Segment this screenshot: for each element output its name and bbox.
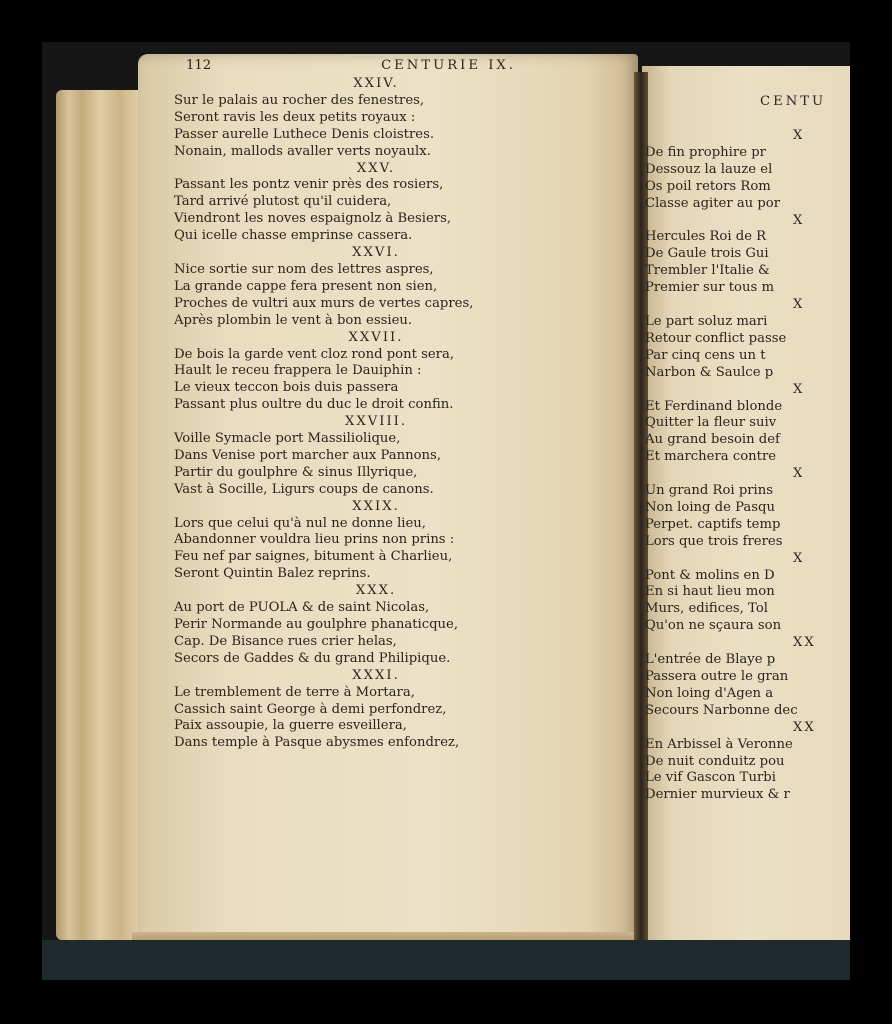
verse-line: Perir Normande au goulphre phanaticque, [174, 617, 459, 632]
verse-line: Secors de Gaddes & du grand Philipique. [174, 650, 451, 666]
verse-line: L'entrée de Blaye p [645, 652, 776, 668]
verse-line: Et marchera contre [645, 449, 777, 465]
verse-line: Dans temple à Pasque abysmes enfondrez, [174, 735, 460, 751]
verse-line: Lors que trois freres [645, 533, 783, 549]
verse-line: Seront Quintin Balez reprins. [174, 566, 371, 582]
quatrain-number: X [793, 297, 805, 313]
verse-line: Cap. De Bisance rues crier helas, [174, 633, 397, 649]
verse-line: En Arbissel à Veronne [645, 736, 793, 752]
verse-line: Proches de vultri aux murs de vertes capres, [174, 295, 474, 311]
quatrain-number: X [793, 466, 805, 482]
verse-line: Secours Narbonne dec [645, 702, 798, 718]
verse-line: Cassich saint George à demi perfondrez, [174, 701, 447, 717]
verse-line: Par cinq cens un t [645, 347, 766, 363]
verse-line: Nonain, mallods avaller verts noyaulx. [174, 143, 431, 159]
verse-line: Murs, edifices, Tol [645, 601, 768, 617]
page-running-header: CENTURIE IX. [381, 58, 516, 73]
verse-line: Vast à Socille, Ligurs coups de canons. [174, 481, 434, 497]
verse-line: Narbon & Saulce p [645, 364, 774, 380]
verse-line: Au port de PUOLA & de saint Nicolas, [174, 600, 430, 616]
left-page-header-row [186, 58, 516, 75]
quatrain-number: X [793, 550, 805, 566]
verse-line: Sur le palais au rocher des fenestres, [174, 92, 425, 108]
quatrain-number: X [793, 381, 805, 397]
left-page-text [174, 76, 578, 752]
verse-line: Classe agiter au por [645, 195, 781, 211]
verse-line: Passant plus oultre du duc le droit confin. [174, 397, 454, 413]
verse-line: Passer aurelle Luthece Denis cloistres. [174, 126, 435, 142]
verse-line: Feu nef par saignes, bitument à Charlieu, [174, 549, 453, 565]
quatrain-number: X [793, 128, 805, 143]
verse-line: De bois la garde vent cloz rond pont sera, [174, 346, 455, 362]
quatrain-number: XXVI. [352, 245, 400, 261]
verse-line: Voille Symacle port Massiliolique, [174, 431, 401, 447]
verse-line: Et Ferdinand blonde [645, 398, 783, 414]
verse-line: Le tremblement de terre à Mortara, [174, 684, 415, 700]
verse-line: Le part soluz mari [645, 313, 768, 329]
verse-line: Dernier murvieux & r [645, 787, 790, 803]
verse-line: Hault le receu frappera le Dauiphin : [174, 363, 422, 379]
right-page-running-header: CENTU [760, 94, 827, 109]
verse-line: Hercules Roi de R [645, 229, 767, 245]
verse-line: Viendront les noves espaignolz à Besiers, [174, 211, 452, 227]
right-page-text [645, 128, 816, 804]
verse-line: Pont & molins en D [645, 567, 775, 583]
verse-line: Passera outre le gran [645, 669, 789, 684]
verse-line: Un grand Roi prins [645, 483, 774, 499]
verse-line: Dessouz la lauze el [645, 161, 773, 177]
verse-line: De nuit conduitz pou [645, 753, 785, 769]
verse-line: Non loing d'Agen a [645, 685, 774, 701]
verse-line: Après plombin le vent à bon essieu. [174, 312, 413, 328]
quatrain-number: XXVIII. [344, 414, 408, 430]
verse-line: Lors que celui qu'à nul ne donne lieu, [174, 515, 426, 531]
verse-line: Au grand besoin def [645, 432, 780, 448]
quatrain-number: XXIV. [353, 76, 399, 91]
verse-line: De fin prophire pr [645, 144, 766, 160]
quatrain-number: X [793, 212, 805, 228]
verse-line: Le vif Gascon Turbi [645, 770, 776, 786]
verse-line: Quitter la fleur suiv [645, 415, 777, 431]
verse-line: En si haut lieu mon [645, 584, 775, 600]
quatrain-number: XXXI. [352, 667, 400, 683]
verse-line: Partir du goulphre & sinus Illyrique, [174, 464, 418, 480]
verse-line: Abandonner vouldra lieu prins non prins : [174, 532, 455, 548]
quatrain-number: XXX. [355, 583, 397, 599]
quatrain-number: XX [793, 635, 816, 651]
verse-line: Premier sur tous m [645, 280, 774, 296]
verse-line: Paix assoupie, la guerre esveillera, [174, 718, 407, 734]
verse-line: La grande cappe fera present non sien, [174, 278, 438, 294]
right-page-header-row [760, 94, 850, 111]
book-cover [42, 940, 850, 980]
quatrain-number: XXVII. [348, 329, 404, 345]
verse-line: Tard arrivé plutost qu'il cuidera, [174, 194, 392, 210]
verse-line: Retour conflict passe [645, 330, 787, 346]
page-number: 112 [186, 58, 212, 73]
verse-line: Passant les pontz venir près des rosiers, [174, 177, 444, 193]
verse-line: Perpet. captifs temp [645, 516, 781, 532]
verse-line: Os poil retors Rom [645, 178, 771, 194]
verse-line: Seront ravis les deux petits royaux : [174, 109, 416, 125]
quatrain-number: XXV. [356, 160, 396, 176]
verse-line: Non loing de Pasqu [645, 499, 775, 515]
verse-line: De Gaule trois Gui [645, 246, 769, 262]
quatrain-number: XX [793, 719, 816, 735]
verse-line: Le vieux teccon bois duis passera [174, 380, 399, 396]
quatrain-number: XXIX. [352, 498, 400, 514]
verse-line: Qui icelle chasse emprinse cassera. [174, 228, 413, 244]
verse-line: Nice sortie sur nom des lettres aspres, [174, 261, 434, 277]
verse-line: Dans Venise port marcher aux Pannons, [174, 447, 442, 463]
verse-line: Qu'on ne sçaura son [645, 618, 782, 634]
verse-line: Trembler l'Italie & [645, 263, 770, 279]
